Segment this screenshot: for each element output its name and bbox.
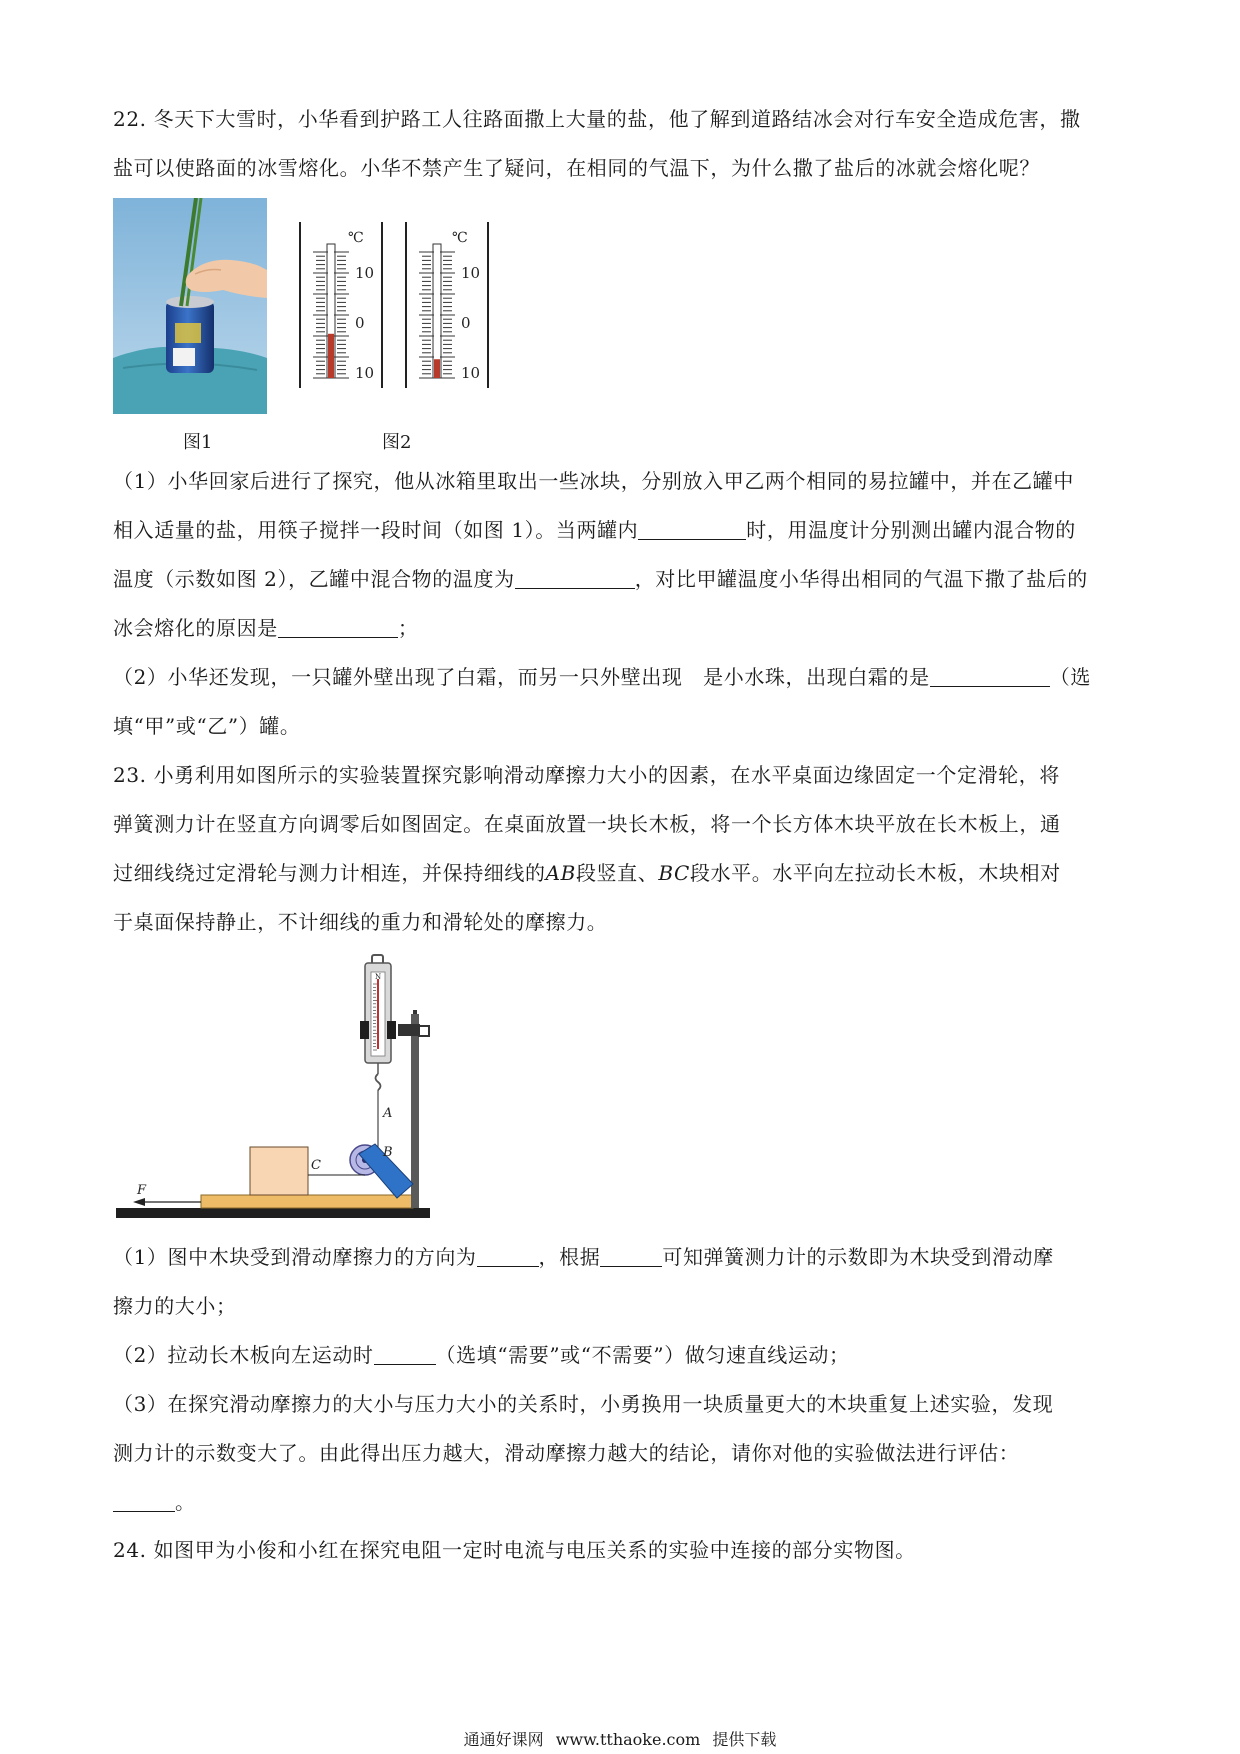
q22-stem-line-1: 22. 冬天下大雪时，小华看到护路工人往路面撒上大量的盐，他了解到道路结冰会对行车安全造成危害，撒 — [113, 107, 1081, 131]
q22-p1-line-1: （1）小华回家后进行了探究，他从冰箱里取出一些冰块，分别放入甲乙两个相同的易拉罐中，并在乙罐中 — [113, 469, 1074, 493]
label-a: A — [383, 1106, 393, 1121]
q23-stem-line-2: 弹簧测力计在竖直方向调零后如图固定。在桌面放置一块长木板，将一个长方体木块平放在长木板上，通 — [113, 812, 1061, 836]
q23-apparatus-figure — [113, 954, 433, 1226]
answer-blank[interactable] — [600, 1240, 662, 1267]
q24-stem: 24. 如图甲为小俊和小红在探究电阻一定时电流与电压关系的实验中连接的部分实物图。 — [113, 1538, 916, 1562]
thermo-left-unit: ℃ — [348, 230, 364, 246]
scale-unit-label: N — [375, 973, 382, 981]
thermo-left-tick-top: 10 — [355, 264, 375, 282]
q22-p1-line-2: 相入适量的盐，用筷子搅拌一段时间（如图 1）。当两罐内 时，用温度计分别测出罐内混合物的 — [113, 506, 1133, 555]
thermo-right-tick-top: 10 — [461, 264, 481, 282]
thermo-right-unit: ℃ — [452, 230, 468, 246]
answer-blank[interactable] — [113, 1485, 175, 1512]
label-f: F — [137, 1183, 147, 1198]
thermo-left-tick-mid: 0 — [355, 314, 365, 332]
q22-p1-line-3: 温度（示数如图 2），乙罐中混合物的温度为 ，对比甲罐温度小华得出相同的气温下撒了盐后的 — [113, 555, 1133, 604]
answer-blank[interactable] — [638, 513, 746, 540]
thermo-right-tick-bottom: 10 — [461, 364, 481, 382]
q23-part1 — [113, 1233, 1133, 1527]
q23-p1-line-2: 擦力的大小； — [113, 1294, 237, 1318]
q23-p1-line-1: （1）图中木块受到滑动摩擦力的方向为 ，根据 可知弹簧测力计的示数即为木块受到滑动摩 — [113, 1233, 1133, 1282]
thermometer-right — [406, 222, 488, 388]
q23-p3-line-1: （3）在探究滑动摩擦力的大小与压力大小的关系时，小勇换用一块质量更大的木块重复上述实验，发现 — [113, 1392, 1054, 1416]
footer-note: 提供下载 — [712, 1730, 777, 1749]
q22-stem-line-2: 盐可以使路面的冰雪熔化。小华不禁产生了疑问，在相同的气温下，为什么撒了盐后的冰就会熔化呢？ — [113, 156, 1040, 180]
q22-fig1-can-photo — [113, 198, 267, 414]
q23-p2-line: （2）拉动长木板向左运动时 （选填“需要”或“不需要”）做匀速直线运动； — [113, 1331, 1133, 1380]
q23-p3-line-3: 。 — [113, 1478, 1133, 1527]
q22-part2 — [113, 653, 1133, 751]
q22-p1-line-4: 冰会熔化的原因是 ； — [113, 604, 1133, 653]
label-b: B — [383, 1145, 393, 1160]
q23-stem-line-4: 于桌面保持静止，不计细线的重力和滑轮处的摩擦力。 — [113, 910, 608, 934]
answer-blank[interactable] — [278, 611, 398, 638]
q23-stem-line-3: 过细线绕过定滑轮与测力计相连，并保持细线的AB段竖直、BC段水平。水平向左拉动长木板，木块相对 — [113, 861, 1061, 885]
answer-blank[interactable] — [515, 562, 635, 589]
q23-stem-line-1: 23. 小勇利用如图所示的实验装置探究影响滑动摩擦力大小的因素，在水平桌面边缘固定一个定滑轮，将 — [113, 763, 1060, 787]
q22-fig1-label: 图1 — [183, 432, 213, 453]
footer-url[interactable]: www.tthaoke.com — [555, 1730, 701, 1749]
footer-site: 通通好课网 — [463, 1730, 544, 1749]
q22-stem — [113, 95, 1133, 193]
answer-blank[interactable] — [477, 1240, 539, 1267]
q22-p2-line-2: 填“甲”或“乙”）罐。 — [113, 714, 301, 738]
thermometer-left — [300, 222, 382, 388]
thermo-right-tick-mid: 0 — [461, 314, 471, 332]
q22-p2-line-1: （2）小华还发现，一只罐外壁出现了白霜，而另一只外壁出现 是小水珠，出现白霜的是 （选 — [113, 653, 1133, 702]
page-footer — [0, 1727, 1240, 1750]
label-c: C — [311, 1158, 321, 1173]
q22-fig2-label: 图2 — [382, 432, 412, 453]
q23-p3-line-2: 测力计的示数变大了。由此得出压力越大，滑动摩擦力越大的结论，请你对他的实验做法进行评估： — [113, 1441, 1020, 1465]
q22-part1 — [113, 457, 1133, 653]
answer-blank[interactable] — [374, 1338, 436, 1365]
q23-stem — [113, 751, 1133, 947]
thermo-left-tick-bottom: 10 — [355, 364, 375, 382]
q22-fig2-thermometers — [298, 222, 494, 390]
answer-blank[interactable] — [930, 660, 1050, 687]
